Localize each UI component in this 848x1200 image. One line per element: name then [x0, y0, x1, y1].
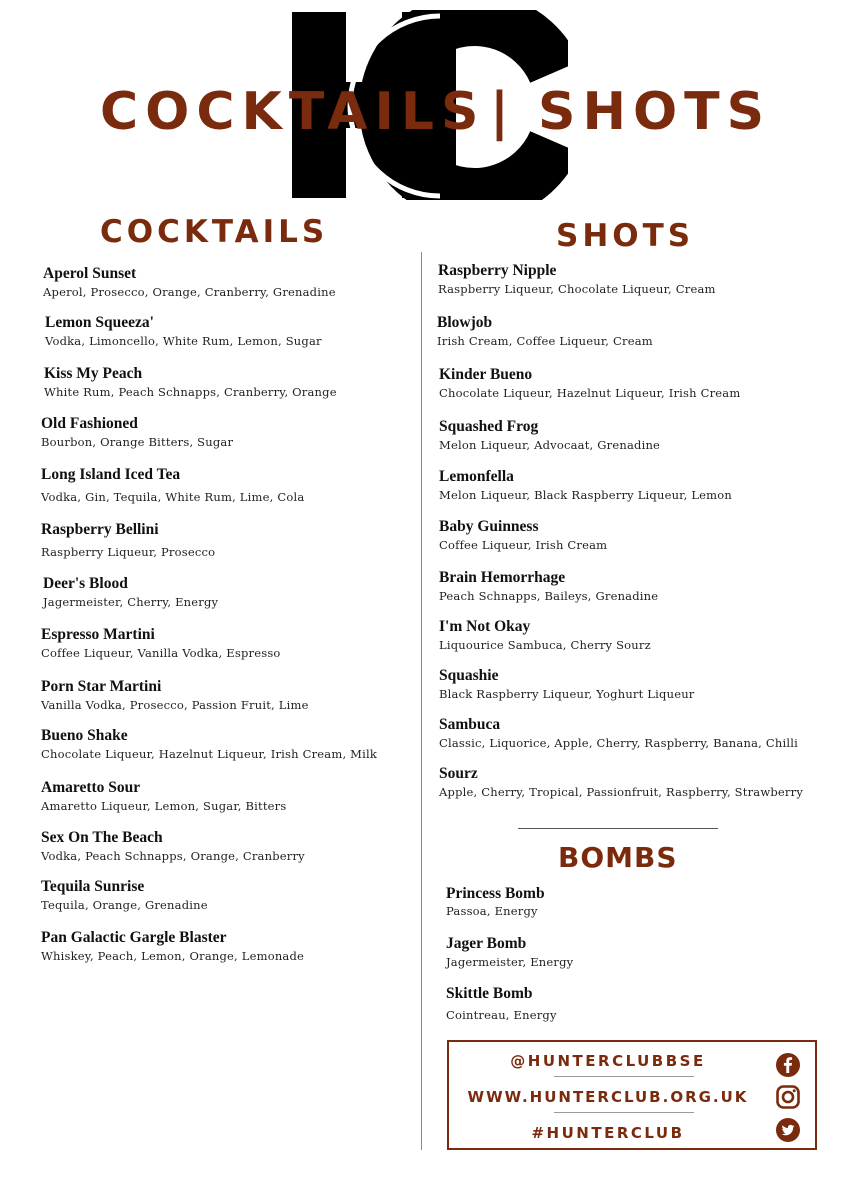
item-ingredients: Tequila, Orange, Grenadine [41, 898, 208, 912]
item-name: Raspberry Bellini [41, 521, 159, 538]
menu-item [439, 666, 695, 702]
social-separator [554, 1112, 694, 1113]
item-ingredients: Aperol, Prosecco, Orange, Cranberry, Grenadine [43, 285, 336, 299]
column-divider [421, 252, 422, 1150]
menu-item [439, 417, 660, 453]
menu-item [446, 934, 573, 970]
item-name: Raspberry Nipple [438, 262, 557, 279]
bombs-divider [518, 828, 718, 829]
menu-item [439, 365, 740, 401]
banner-separator: | [490, 82, 509, 142]
menu-item [43, 574, 218, 610]
item-name: Brain Hemorrhage [439, 569, 566, 586]
item-ingredients: Apple, Cherry, Tropical, Passionfruit, Raspberry, Strawberry [439, 785, 804, 799]
menu-item [43, 264, 336, 300]
item-ingredients: Amaretto Liqueur, Lemon, Sugar, Bitters [41, 799, 287, 813]
item-ingredients: Black Raspberry Liqueur, Yoghurt Liqueur [439, 687, 695, 701]
bombs-title: BOMBS [558, 841, 678, 874]
banner-cocktails: COCKTAILS [100, 82, 486, 142]
item-name: Amaretto Sour [41, 779, 141, 796]
menu-item [446, 885, 545, 919]
menu-item [41, 625, 281, 661]
menu-item [439, 764, 803, 800]
item-name: Lemon Squeeza' [45, 314, 154, 331]
social-box [447, 1040, 817, 1150]
social-hashtag[interactable]: #HUNTERCLUB [531, 1124, 685, 1142]
item-name: Kiss My Peach [44, 365, 143, 382]
menu-item [41, 928, 304, 964]
social-separator [554, 1076, 694, 1077]
facebook-icon[interactable] [775, 1052, 801, 1078]
menu-item [439, 617, 651, 653]
menu-item [437, 313, 653, 349]
item-ingredients: Coffee Liqueur, Vanilla Vodka, Espresso [41, 646, 281, 660]
item-ingredients: Cointreau, Energy [446, 1008, 557, 1022]
item-ingredients: Peach Schnapps, Baileys, Grenadine [439, 589, 659, 603]
menu-item [439, 715, 798, 751]
item-ingredients: Melon Liqueur, Black Raspberry Liqueur, Lemon [439, 488, 733, 502]
item-ingredients: Jagermeister, Energy [446, 955, 574, 969]
item-name: Princess Bomb [446, 885, 545, 902]
menu-item [41, 828, 305, 864]
item-name: Blowjob [437, 314, 493, 331]
menu-item [41, 414, 233, 450]
menu-item [446, 984, 557, 1023]
instagram-icon[interactable] [775, 1084, 801, 1110]
menu-item [439, 467, 732, 503]
item-ingredients: Vodka, Limoncello, White Rum, Lemon, Sugar [45, 334, 322, 348]
item-ingredients: Passoa, Energy [446, 904, 538, 918]
item-name: Aperol Sunset [43, 265, 137, 282]
menu-item [41, 877, 208, 913]
item-ingredients: Vodka, Gin, Tequila, White Rum, Lime, Cola [41, 490, 305, 504]
menu-item [41, 778, 286, 814]
header-banner [0, 82, 848, 142]
item-name: Bueno Shake [41, 727, 128, 744]
item-ingredients: Irish Cream, Coffee Liqueur, Cream [437, 334, 653, 348]
item-ingredients: Melon Liqueur, Advocaat, Grenadine [439, 438, 661, 452]
item-ingredients: Bourbon, Orange Bitters, Sugar [41, 435, 234, 449]
item-name: Jager Bomb [446, 935, 527, 952]
menu-item [41, 465, 304, 505]
item-ingredients: Vanilla Vodka, Prosecco, Passion Fruit, Lime [41, 698, 309, 712]
item-name: Lemonfella [439, 468, 514, 485]
item-name: Sambuca [439, 716, 501, 733]
item-ingredients: Chocolate Liqueur, Hazelnut Liqueur, Irish Cream [439, 386, 741, 400]
item-name: Tequila Sunrise [41, 878, 145, 895]
item-name: Sourz [439, 765, 478, 782]
item-name: Espresso Martini [41, 626, 155, 643]
banner-shots: SHOTS [538, 82, 772, 142]
menu-item [439, 568, 658, 604]
social-handle[interactable]: @HUNTERCLUBBSE [510, 1052, 706, 1070]
menu-item [44, 364, 337, 400]
item-ingredients: Liquourice Sambuca, Cherry Sourz [439, 638, 651, 652]
item-ingredients: Classic, Liquorice, Apple, Cherry, Raspberry, Banana, Chilli [439, 736, 798, 750]
item-ingredients: Chocolate Liqueur, Hazelnut Liqueur, Irish Cream, Milk [41, 747, 378, 761]
item-ingredients: Vodka, Peach Schnapps, Orange, Cranberry [41, 849, 305, 863]
menu-item [45, 313, 322, 349]
item-name: Sex On The Beach [41, 829, 163, 846]
item-name: Skittle Bomb [446, 985, 533, 1002]
item-name: Squashed Frog [439, 418, 539, 435]
item-name: Pan Galactic Gargle Blaster [41, 929, 227, 946]
item-name: Squashie [439, 667, 499, 684]
item-ingredients: Raspberry Liqueur, Chocolate Liqueur, Cream [438, 282, 716, 296]
menu-item [41, 677, 309, 713]
item-name: Porn Star Martini [41, 678, 162, 695]
item-ingredients: Jagermeister, Cherry, Energy [43, 595, 219, 609]
social-website[interactable]: WWW.HUNTERCLUB.ORG.UK [467, 1088, 749, 1106]
menu-item [438, 261, 716, 297]
shots-title: SHOTS [556, 218, 695, 254]
item-name: Long Island Iced Tea [41, 466, 181, 483]
item-name: Kinder Bueno [439, 366, 533, 383]
item-name: Old Fashioned [41, 415, 138, 432]
menu-item [41, 726, 377, 762]
item-name: I'm Not Okay [439, 618, 531, 635]
menu-item [41, 520, 215, 560]
menu-item [439, 517, 607, 553]
cocktails-title: COCKTAILS [100, 214, 329, 250]
item-ingredients: White Rum, Peach Schnapps, Cranberry, Orange [44, 385, 337, 399]
twitter-icon[interactable] [775, 1117, 801, 1143]
item-name: Baby Guinness [439, 518, 539, 535]
item-ingredients: Coffee Liqueur, Irish Cream [439, 538, 608, 552]
item-ingredients: Raspberry Liqueur, Prosecco [41, 545, 216, 559]
item-name: Deer's Blood [43, 575, 128, 592]
item-ingredients: Whiskey, Peach, Lemon, Orange, Lemonade [41, 949, 305, 963]
